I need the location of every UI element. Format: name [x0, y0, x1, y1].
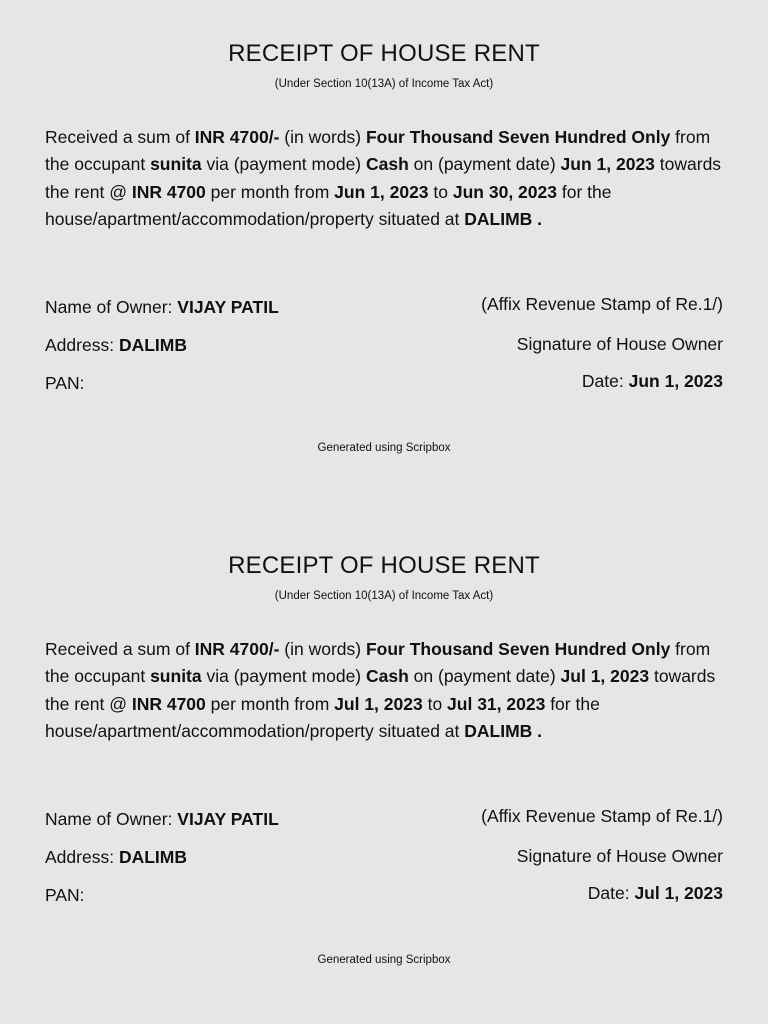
revenue-stamp-note: (Affix Revenue Stamp of Re.1/): [481, 806, 723, 826]
owner-name-line: Name of Owner: VIJAY PATIL: [45, 297, 279, 317]
receipt-title: RECEIPT OF HOUSE RENT: [228, 552, 540, 579]
receipt-date-line: Date: Jun 1, 2023: [581, 370, 723, 391]
owner-name: VIJAY PATIL: [177, 297, 279, 317]
owner-details: [45, 294, 375, 408]
amount-words: Four Thousand Seven Hundred Only: [365, 639, 671, 659]
receipt-date-line: Date: Jul 1, 2023: [587, 882, 723, 903]
receipt-2: [0, 512, 768, 1024]
period-to: Jun 30, 2023: [452, 181, 557, 202]
receipt-subtitle: (Under Section 10(13A) of Income Tax Act): [274, 590, 494, 602]
signature-block: [463, 807, 723, 904]
property-location: DALIMB .: [464, 208, 543, 229]
owner-name-line: Name of Owner: VIJAY PATIL: [45, 809, 279, 829]
period-from: Jun 1, 2023: [334, 181, 429, 202]
payment-date: Jun 1, 2023: [560, 154, 655, 175]
owner-address-line: Address: DALIMB: [45, 847, 187, 867]
rent-rate: INR 4700: [131, 181, 206, 202]
payment-mode: Cash: [366, 154, 409, 175]
owner-pan-line: PAN:: [45, 885, 85, 905]
revenue-stamp-note: (Affix Revenue Stamp of Re.1/): [481, 294, 723, 314]
property-location: DALIMB .: [464, 720, 543, 741]
owner-address: DALIMB: [118, 847, 187, 867]
owner-pan-line: PAN:: [45, 373, 85, 393]
receipt-date: Jun 1, 2023: [628, 370, 723, 391]
occupant-name: sunita: [150, 666, 202, 687]
owner-address-line: Address: DALIMB: [45, 335, 187, 355]
payment-date: Jul 1, 2023: [560, 666, 650, 687]
owner-name: VIJAY PATIL: [177, 809, 279, 829]
generated-by-footer: Generated using Scripbox: [317, 442, 451, 454]
receipt-body: Received a sum of INR 4700/- (in words) Four Thousand Seven Hundred Only from the occupant sunita via (payment mode) Cash on (payment date) Jul 1, 2023 towards the rent @ INR 4700 per month from Jul 1, 2023 to Jul 31, 2023 for the house/apartment/accommodation/property situated at DALIMB .: [45, 639, 716, 741]
owner-details: [45, 806, 375, 920]
amount-words: Four Thousand Seven Hundred Only: [365, 127, 671, 147]
occupant-name: sunita: [150, 154, 202, 175]
signature-label: Signature of House Owner: [516, 845, 723, 866]
signature-block: [463, 295, 723, 392]
owner-address: DALIMB: [118, 335, 187, 355]
signature-label: Signature of House Owner: [516, 333, 723, 354]
amount: INR 4700/-: [194, 639, 280, 659]
period-from: Jul 1, 2023: [334, 693, 423, 714]
amount: INR 4700/-: [194, 127, 280, 147]
generated-by-footer: Generated using Scripbox: [317, 954, 451, 966]
payment-mode: Cash: [366, 666, 409, 687]
receipt-title: RECEIPT OF HOUSE RENT: [228, 40, 540, 67]
period-to: Jul 31, 2023: [447, 693, 546, 714]
receipt-date: Jul 1, 2023: [634, 882, 723, 903]
receipt-body: Received a sum of INR 4700/- (in words) Four Thousand Seven Hundred Only from the occupant sunita via (payment mode) Cash on (payment date) Jun 1, 2023 towards the rent @ INR 4700 per month from Jun 1, 2023 to Jun 30, 2023 for the house/apartment/accommodation/property situated at DALIMB .: [45, 127, 722, 229]
receipt-subtitle: (Under Section 10(13A) of Income Tax Act): [274, 78, 494, 90]
rent-rate: INR 4700: [131, 693, 206, 714]
